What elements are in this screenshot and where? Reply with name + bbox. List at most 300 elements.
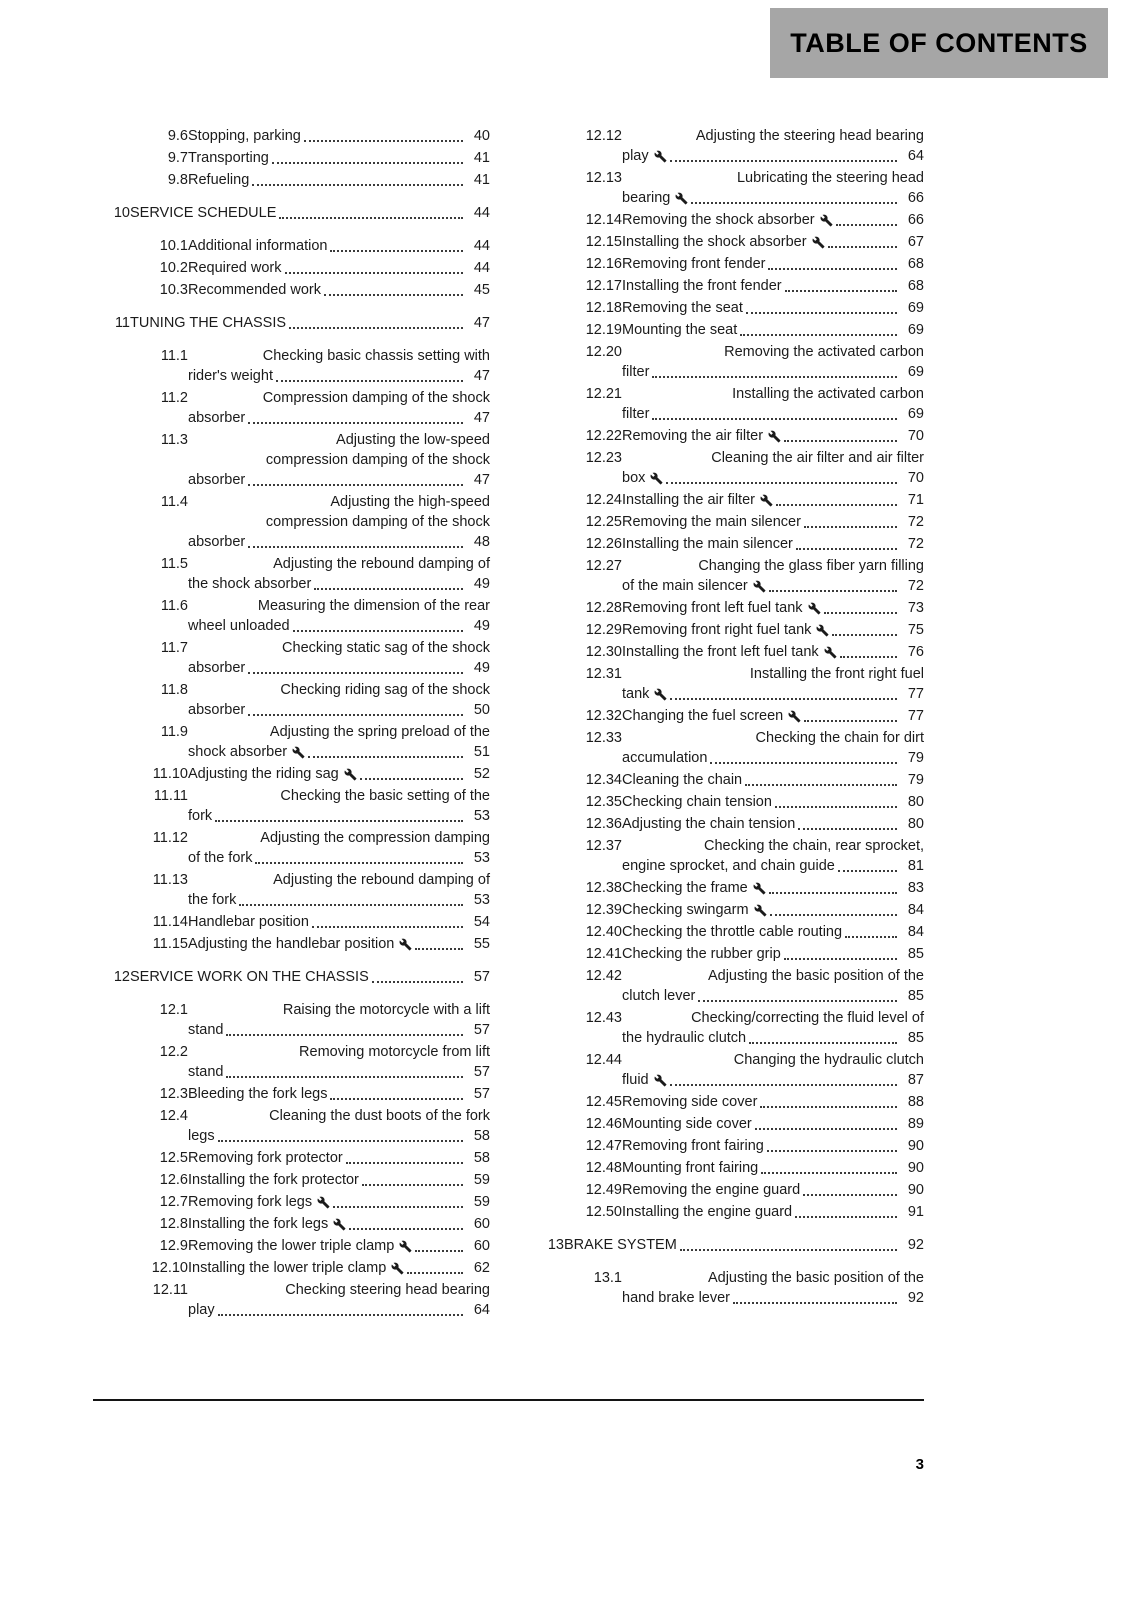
toc-leader-dots [218,1314,463,1316]
toc-leader-dots [279,217,463,219]
toc-entry-text: legs [188,1128,215,1144]
toc-leader-dots [248,546,463,548]
toc-entry-line [622,598,924,618]
toc-entry [93,1280,490,1320]
toc-entry-text: Adjusting the handlebar position [188,936,395,952]
toc-entry [93,1214,490,1234]
toc-entry-number: 12.50 [585,1204,622,1220]
toc-entry-page: 69 [907,364,924,380]
toc-entry [93,912,490,932]
toc-entry-number: 9.7 [167,150,188,166]
toc-entry-line [622,320,924,340]
toc-entry-text: Additional information [188,238,328,254]
toc-leader-dots [360,778,463,780]
toc-entry [93,638,490,678]
toc-entry-line [130,967,490,987]
toc-entry-text: Installing the air filter [622,492,755,508]
toc-entry [93,967,490,987]
toc-entry-content [622,836,924,876]
toc-entry-content [622,966,924,1006]
toc-entry-number: 12.20 [585,344,622,360]
toc-entry [93,236,490,256]
toc-entry-content [622,620,924,640]
toc-leader-dots [372,981,463,983]
toc-entry-number: 10.3 [159,282,188,298]
toc-entry-number: 12.36 [585,816,622,832]
toc-entry-number: 11 [114,315,130,331]
toc-entry-number: 12.19 [585,322,622,338]
toc-entry-content [188,1148,490,1168]
toc-entry [527,1008,924,1048]
toc-entry-line: Compression damping of the shock [262,390,490,406]
toc-entry-number: 12.39 [585,902,622,918]
toc-entry-line: Raising the motorcycle with a lift [282,1002,490,1018]
toc-entry [527,620,924,640]
wrench-icon [753,882,766,895]
toc-entry-line [622,770,924,790]
toc-entry-number: 12.44 [585,1052,622,1068]
toc-entry-page: 66 [907,212,924,228]
toc-entry-text: Checking the rubber grip [622,946,781,962]
toc-entry-content [188,1192,490,1212]
toc-entry [527,598,924,618]
toc-entry [527,664,924,704]
toc-entry-content [188,722,490,762]
toc-entry-content [622,426,924,446]
toc-entry-line [188,148,490,168]
toc-entry [527,1180,924,1200]
wrench-icon [675,192,688,205]
toc-entry-line [188,170,490,190]
toc-entry [93,1106,490,1146]
toc-entry-number: 12.30 [585,644,622,660]
toc-leader-dots [760,1106,897,1108]
wrench-icon [816,624,829,637]
toc-entry-text: Removing front fairing [622,1138,764,1154]
toc-entry-line [622,490,924,510]
toc-entry [527,512,924,532]
toc-entry-content [188,786,490,826]
toc-entry [527,320,924,340]
toc-leader-dots [767,1150,897,1152]
toc-leader-dots [285,272,464,274]
toc-entry-number: 12.37 [585,838,622,854]
wrench-icon [768,430,781,443]
toc-entry-text: Mounting front fairing [622,1160,759,1176]
wrench-icon [333,1218,346,1231]
toc-entry-number: 12.5 [159,1150,188,1166]
toc-entry-number: 12.15 [585,234,622,250]
toc-leader-dots [407,1272,463,1274]
wrench-icon [753,580,766,593]
toc-entry-text: box [622,470,646,486]
toc-entry-page: 73 [907,600,924,616]
toc-entry-page: 81 [907,858,924,874]
toc-entry-content [622,770,924,790]
toc-entry-number: 12.23 [585,450,622,466]
toc-leader-dots [255,862,463,864]
toc-entry-line [188,126,490,146]
toc-entry-content [188,1000,490,1040]
toc-entry-line [622,1158,924,1178]
toc-leader-dots [775,806,897,808]
toc-leader-dots [832,634,897,636]
toc-entry-number: 12.32 [585,708,622,724]
toc-entry-line [188,764,490,784]
toc-entry-line [622,426,924,446]
toc-leader-dots [745,784,897,786]
toc-entry-line: Measuring the dimension of the rear [257,598,490,614]
toc-entry-number: 12.35 [585,794,622,810]
toc-entry-line: Removing motorcycle from lift [299,1044,490,1060]
toc-entry-page: 90 [907,1160,924,1176]
page-title: TABLE OF CONTENTS [790,27,1088,58]
toc-entry-line: Checking the chain for dirt [755,730,924,746]
toc-entry-number: 12.40 [585,924,622,940]
toc-entry-content [188,912,490,932]
toc-leader-dots [769,892,897,894]
wrench-icon [344,768,357,781]
toc-entry-text: play [622,148,649,164]
toc-entry-content [622,1008,924,1048]
toc-entry-page: 51 [473,744,490,760]
toc-entry-number: 12.14 [585,212,622,228]
toc-entry [527,1092,924,1112]
wrench-icon [820,214,833,227]
toc-entry-number: 12.41 [585,946,622,962]
toc-entry [527,168,924,208]
toc-entry-content [622,664,924,704]
toc-entry [93,203,490,223]
toc-entry-number: 11.11 [153,788,188,804]
toc-entry [527,342,924,382]
wrench-icon [754,904,767,917]
toc-entry [527,276,924,296]
toc-entry-page: 92 [907,1290,924,1306]
toc-entry-content [188,934,490,954]
toc-entry-text: rider's weight [188,368,273,384]
toc-entry-line [622,1136,924,1156]
toc-leader-dots [652,376,897,378]
toc-entry-number: 12.16 [585,256,622,272]
toc-entry-line [188,1192,490,1212]
toc-entry-text: Installing the front fender [622,278,782,294]
toc-entry [527,728,924,768]
toc-entry-line [188,616,490,636]
toc-entry-text: stand [188,1022,224,1038]
toc-entry [93,680,490,720]
toc-entry-page: 47 [473,315,490,331]
toc-entry-page: 80 [907,794,924,810]
toc-entry-line [188,236,490,256]
toc-entry-line [622,534,924,554]
toc-entry [93,1042,490,1082]
toc-entry-content [188,870,490,910]
toc-entry-number: 12.42 [585,968,622,984]
toc-entry-text: Checking swingarm [622,902,749,918]
toc-entry-line [622,900,924,920]
toc-entry-page: 70 [907,470,924,486]
toc-entry-page: 59 [473,1172,490,1188]
toc-leader-dots [308,756,463,758]
toc-entry-content [188,388,490,428]
toc-entry-line [622,512,924,532]
toc-entry-text: Removing the main silencer [622,514,801,530]
toc-entry-content [622,298,924,318]
page-header [770,8,1108,78]
toc-entry [527,210,924,230]
toc-entry-line: Changing the hydraulic clutch [733,1052,924,1068]
toc-leader-dots [698,1000,897,1002]
toc-entry-line: compression damping of the shock [265,452,490,468]
toc-entry-number: 12.3 [159,1086,188,1102]
toc-leader-dots [670,160,897,162]
toc-entry-line [622,642,924,662]
toc-entry-content [622,900,924,920]
toc-entry-line: Cleaning the dust boots of the fork [269,1108,490,1124]
toc-entry-line [188,408,490,428]
toc-entry-page: 49 [473,618,490,634]
toc-entry-text: absorber [188,534,246,550]
toc-leader-dots [239,904,463,906]
toc-entry-content [188,492,490,552]
toc-entry-page: 84 [907,924,924,940]
toc-leader-dots [804,720,897,722]
toc-entry-text: Installing the engine guard [622,1204,793,1220]
toc-entry [527,642,924,662]
toc-leader-dots [828,246,897,248]
toc-entry-line: Lubricating the steering head [736,170,924,186]
toc-entry-number: 12.27 [585,558,622,574]
toc-entry-line: Installing the front right fuel [749,666,924,682]
toc-entry-text: Removing side cover [622,1094,758,1110]
toc-entry-line [188,1170,490,1190]
toc-entry-content [622,598,924,618]
toc-entry-page: 72 [907,578,924,594]
toc-entry [527,1158,924,1178]
toc-entry-number: 12.10 [151,1260,188,1276]
toc-entry-line [622,684,924,704]
toc-entry [527,490,924,510]
toc-entry [93,828,490,868]
toc-entry-line [188,1300,490,1320]
toc-entry-line: Checking basic chassis setting with [262,348,490,364]
toc-entry-number: 9.6 [167,128,188,144]
toc-entry-number: 10.2 [159,260,188,276]
toc-entry-number: 11.6 [160,598,188,614]
toc-entry-number: 11.12 [152,830,188,846]
toc-entry-text: bearing [622,190,671,206]
toc-entry-page: 77 [907,708,924,724]
toc-entry-line [622,878,924,898]
wrench-icon [391,1262,404,1275]
toc-entry [93,764,490,784]
toc-entry-line [188,700,490,720]
toc-leader-dots [824,612,897,614]
toc-entry-content [622,384,924,424]
toc-entry-line [622,986,924,1006]
toc-entry-number: 12.13 [585,170,622,186]
toc-entry-content [188,1084,490,1104]
toc-entry [527,1136,924,1156]
toc-entry-line: Adjusting the rebound damping of [273,556,490,572]
toc-entry-number: 12.29 [585,622,622,638]
toc-entry [527,878,924,898]
toc-column-1 [93,126,490,1322]
table-of-contents [93,126,924,1322]
toc-leader-dots [333,1206,463,1208]
toc-entry-content [622,168,924,208]
toc-entry-line [622,792,924,812]
wrench-icon [824,646,837,659]
toc-entry-line: Checking steering head bearing [285,1282,490,1298]
toc-entry-content [622,448,924,488]
toc-entry-number: 13 [547,1237,564,1253]
toc-entry-content [188,764,490,784]
toc-leader-dots [680,1249,897,1251]
toc-leader-dots [218,1140,463,1142]
toc-entry [93,388,490,428]
toc-entry-number: 10 [113,205,130,221]
toc-entry-text: Removing front left fuel tank [622,600,803,616]
toc-entry [527,706,924,726]
toc-entry [93,722,490,762]
toc-entry-content [622,210,924,230]
toc-entry-text: fluid [622,1072,649,1088]
toc-entry-content [622,706,924,726]
toc-entry [527,126,924,166]
toc-entry-text: of the main silencer [622,578,748,594]
toc-entry-page: 72 [907,514,924,530]
toc-entry-page: 88 [907,1094,924,1110]
toc-entry [93,313,490,333]
toc-leader-dots [248,422,463,424]
toc-entry-line [622,576,924,596]
toc-entry-line [622,856,924,876]
toc-entry-number: 12.7 [159,1194,188,1210]
toc-entry [93,934,490,954]
toc-entry-line: Checking riding sag of the shock [280,682,490,698]
toc-entry-page: 54 [473,914,490,930]
toc-leader-dots [330,250,463,252]
wrench-icon [654,1074,667,1087]
toc-entry [93,870,490,910]
toc-entry-number: 11.9 [160,724,188,740]
toc-entry-text: SERVICE SCHEDULE [130,205,277,221]
toc-leader-dots [845,936,897,938]
toc-entry-content [130,203,490,223]
toc-entry-text: clutch lever [622,988,696,1004]
toc-entry [527,944,924,964]
toc-entry-text: BRAKE SYSTEM [564,1237,677,1253]
toc-leader-dots [796,548,897,550]
toc-leader-dots [776,504,897,506]
toc-entry-number: 11.10 [152,766,188,782]
toc-entry-content [188,828,490,868]
toc-entry [527,1114,924,1134]
toc-entry-number: 12.24 [585,492,622,508]
toc-entry-content [622,254,924,274]
toc-entry-text: filter [622,406,650,422]
toc-entry-number: 12.22 [585,428,622,444]
toc-entry-line: Changing the glass fiber yarn filling [698,558,924,574]
toc-leader-dots [795,1216,897,1218]
toc-entry [93,1084,490,1104]
toc-entry [527,254,924,274]
toc-entry-page: 75 [907,622,924,638]
toc-leader-dots [314,588,463,590]
toc-entry-content [188,1170,490,1190]
toc-entry-number: 12.33 [585,730,622,746]
toc-entry-line [188,1126,490,1146]
toc-entry-text: Bleeding the fork legs [188,1086,328,1102]
toc-entry-line [622,1092,924,1112]
toc-entry-number: 12.31 [585,666,622,682]
toc-entry-page: 79 [907,750,924,766]
toc-entry [93,492,490,552]
toc-leader-dots [770,914,897,916]
toc-entry-line: compression damping of the shock [265,514,490,530]
toc-entry-page: 89 [907,1116,924,1132]
toc-entry-number: 11.1 [160,348,188,364]
toc-entry-content [188,280,490,300]
toc-entry-line: Checking/correcting the fluid level of [691,1010,924,1026]
toc-leader-dots [248,714,463,716]
toc-leader-dots [803,1194,897,1196]
toc-entry-page: 85 [907,1030,924,1046]
toc-leader-dots [362,1184,463,1186]
toc-entry-line [622,1180,924,1200]
toc-entry-content [622,1136,924,1156]
toc-leader-dots [804,526,897,528]
wrench-icon [654,150,667,163]
toc-entry-content [130,967,490,987]
toc-entry-line [622,1028,924,1048]
page-number: 3 [915,1456,924,1473]
toc-leader-dots [293,630,463,632]
toc-entry-text: Removing the seat [622,300,743,316]
toc-entry-text: Removing the engine guard [622,1182,801,1198]
toc-entry-line [188,280,490,300]
toc-entry-page: 79 [907,772,924,788]
toc-entry [527,1050,924,1090]
toc-entry-line: Removing the activated carbon [724,344,924,360]
toc-entry-page: 52 [473,766,490,782]
toc-entry-text: Removing fork protector [188,1150,343,1166]
toc-entry-page: 90 [907,1182,924,1198]
toc-entry-page: 72 [907,536,924,552]
toc-entry-page: 92 [907,1237,924,1253]
toc-entry-page: 71 [907,492,924,508]
toc-entry-number: 12 [113,969,130,985]
toc-entry-number: 12.18 [585,300,622,316]
toc-entry-line [188,366,490,386]
toc-entry-line [622,276,924,296]
wrench-icon [292,746,305,759]
toc-entry-line: Adjusting the compression damping [260,830,490,846]
toc-entry-line [188,1258,490,1278]
toc-entry-content [622,878,924,898]
toc-entry-number: 12.8 [159,1216,188,1232]
toc-entry [93,1148,490,1168]
toc-entry-line [622,146,924,166]
toc-entry-number: 11.8 [160,682,188,698]
toc-entry [93,596,490,636]
toc-entry-line [622,706,924,726]
toc-leader-dots [761,1172,897,1174]
toc-entry-line [622,468,924,488]
toc-entry-content [622,1114,924,1134]
